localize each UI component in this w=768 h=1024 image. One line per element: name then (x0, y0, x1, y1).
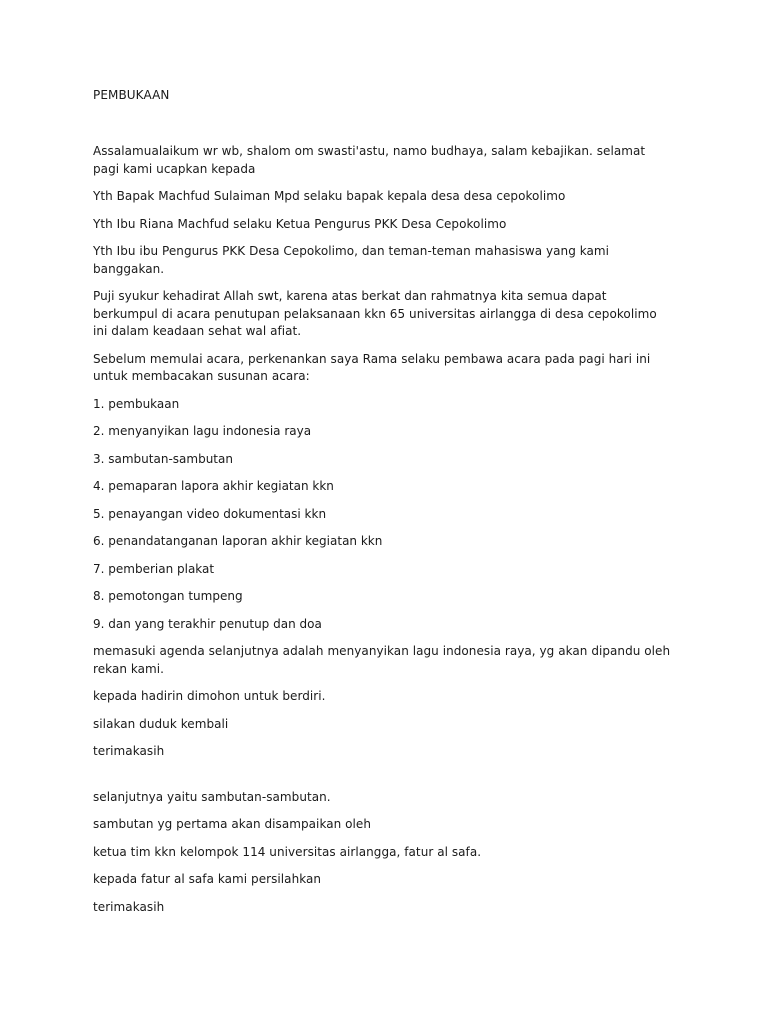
sambutan-first-speaker-intro: sambutan yg pertama akan disampaikan oleh (93, 817, 372, 831)
thanks-line: terimakasih (93, 744, 165, 758)
agenda-item: 8. pemotongan tumpeng (93, 589, 243, 603)
sambutan-speaker-name: ketua tim kkn kelompok 114 universitas airlangga, fatur al safa. (93, 844, 482, 859)
thanks-line-final: terimakasih (93, 899, 165, 914)
document-heading: PEMBUKAAN (93, 88, 170, 102)
agenda-list (93, 396, 673, 634)
sambutan-intro: selanjutnya yaitu sambutan-sambutan. (93, 789, 331, 804)
agenda-item: 3. sambutan-sambutan (93, 451, 233, 466)
sambutan-invitation: kepada fatur al safa kami persilahkan (93, 872, 322, 886)
agenda-item: 5. penayangan video dokumentasi kkn (93, 506, 327, 521)
salutation-village-head: Yth Bapak Machfud Sulaiman Mpd selaku bapak kepala desa desa cepokolimo (93, 189, 566, 203)
agenda-item: 6. penandatanganan laporan akhir kegiatan kkn (93, 534, 383, 548)
document-body (93, 143, 673, 926)
agenda-intro-paragraph: Sebelum memulai acara, perkenankan saya Rama selaku pembawa acara pada pagi hari ini untuk membacakan susunan acara: (93, 351, 651, 383)
greeting-paragraph: Assalamualaikum wr wb, shalom om swasti'astu, namo budhaya, salam kebajikan. selamat pagi kami ucapkan kepada (93, 144, 646, 176)
agenda-item: 9. dan yang terakhir penutup dan doa (93, 616, 322, 631)
agenda-item: 4. pemaparan lapora akhir kegiatan kkn (93, 479, 334, 493)
anthem-instruction-paragraph: memasuki agenda selanjutnya adalah menyanyikan lagu indonesia raya, yg akan dipandu oleh rekan kami. (93, 644, 671, 676)
agenda-item: 1. pembukaan (93, 396, 180, 411)
agenda-item: 2. menyanyikan lagu indonesia raya (93, 424, 312, 438)
salutation-pkk-chair: Yth Ibu Riana Machfud selaku Ketua Pengurus PKK Desa Cepokolimo (93, 216, 507, 231)
stand-instruction: kepada hadirin dimohon untuk berdiri. (93, 689, 326, 703)
agenda-item: 7. pemberian plakat (93, 561, 215, 576)
sit-instruction: silakan duduk kembali (93, 716, 229, 731)
salutation-pkk-members: Yth Ibu ibu Pengurus PKK Desa Cepokolimo, dan teman-teman mahasiswa yang kami banggakan. (93, 244, 610, 276)
gratitude-paragraph: Puji syukur kehadirat Allah swt, karena atas berkat dan rahmatnya kita semua dapat berkumpul di acara penutupan pelaksanaan kkn 65 universitas airlangga di desa cepokolimo ini dalam keadaan sehat wal afiat. (93, 289, 657, 338)
